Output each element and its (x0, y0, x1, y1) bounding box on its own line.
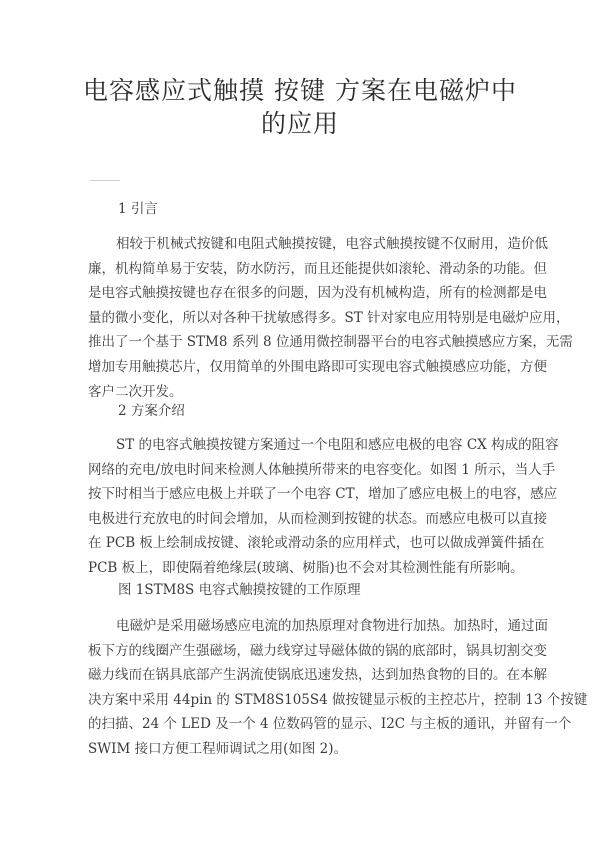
paragraph-line: 磁力线而在锅具底部产生涡流使锅底迅速发热，达到加热食物的目的。在本解 (88, 667, 547, 684)
paragraph-line: 量的微小变化，所以对各种干扰敏感得多。ST 针对家电应用特别是电磁炉应用， (88, 309, 570, 326)
paragraph-line: SWIM 接口方便工程师调试之用(如图 2)。 (88, 740, 347, 757)
paragraph-line: 的扫描、24 个 LED 及一个 4 位数码管的显示、I2C 与主板的通讯，并留有一个 (88, 716, 572, 733)
title-line-1: 电容感应式触摸 按键 方案在电磁炉中 (83, 76, 517, 105)
paragraph-line: 网络的充电/放电时间来检测人体触摸所带来的电容变化。如图 1 所示，当人手 (88, 461, 556, 478)
paragraph-line: 电极进行充放电的时间会增加，从而检测到按键的状态。而感应电极可以直接 (88, 510, 547, 527)
paragraph-line: 相较于机械式按键和电阻式触摸按键，电容式触摸按键不仅耐用，造价低 (116, 236, 548, 252)
document-title (40, 74, 560, 140)
scheme-paragraph (88, 433, 559, 581)
figure-caption: 图 1STM8S 电容式触摸按键的工作原理 (118, 582, 361, 598)
application-paragraph (88, 614, 588, 762)
paragraph-line: 决方案中采用 44pin 的 STM8S105S4 做按键显示板的主控芯片，控制 13 个按键 (88, 691, 588, 708)
paragraph-line: 增加专用触摸芯片，仅用简单的外围电路即可实现电容式触摸感应功能，方便 (88, 358, 547, 375)
paragraph-line: 是电容式触摸按键也存在很多的问题，因为没有机械构造，所有的检测都是电 (88, 285, 547, 302)
section-heading-intro: 1 引言 (118, 201, 158, 217)
paragraph-line: 客户二次开发。 (88, 383, 183, 400)
paragraph-line: 在 PCB 板上绘制成按键、滚轮或滑动条的应用样式，也可以做成弹簧件插在 (88, 535, 545, 552)
paragraph-line: ST 的电容式触摸按键方案通过一个电阻和感应电极的电容 CX 构成的阻容 (116, 437, 559, 453)
paragraph-line: 推出了一个基于 STM8 系列 8 位通用微控制器平台的电容式触摸感应方案，无需 (88, 334, 573, 351)
paragraph-line: PCB 板上，即使隔着绝缘层(玻璃、树脂)也不会对其检测性能有所影响。 (88, 559, 524, 576)
title-divider (90, 180, 120, 181)
title-line-2: 的应用 (260, 109, 339, 138)
section-heading-scheme: 2 方案介绍 (118, 403, 185, 419)
intro-paragraph (88, 232, 573, 404)
paragraph-line: 廉，机构简单易于安装，防水防污，而且还能提供如滚轮、滑动条的功能。但 (88, 260, 547, 277)
paragraph-line: 按下时相当于感应电极上并联了一个电容 CT，增加了感应电极上的电容，感应 (88, 486, 558, 503)
paragraph-line: 电磁炉是采用磁场感应电流的加热原理对食物进行加热。加热时，通过面 (116, 618, 548, 634)
paragraph-line: 板下方的线圈产生强磁场，磁力线穿过导磁体做的锅的底部时，锅具切割交变 (88, 642, 547, 659)
